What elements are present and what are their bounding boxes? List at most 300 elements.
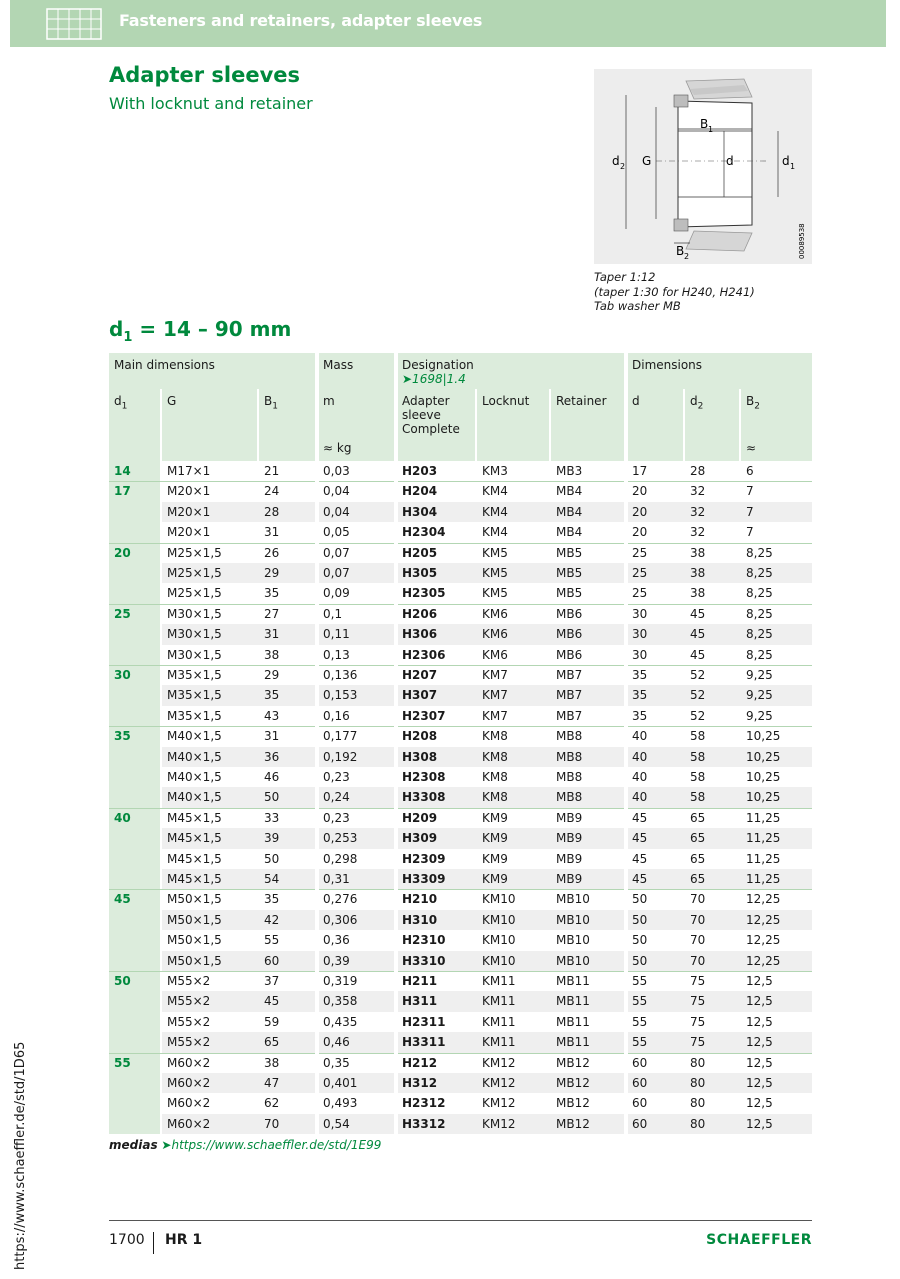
cell-G: M40×1,5 bbox=[167, 790, 222, 805]
cell-B1: 70 bbox=[264, 1116, 280, 1131]
cell-d2: 45 bbox=[690, 606, 706, 621]
cell-mass: 0,253 bbox=[323, 831, 358, 846]
cell-B2: 10,25 bbox=[746, 749, 781, 764]
cell-retainer: MB7 bbox=[556, 708, 583, 723]
cell-sleeve: H3312 bbox=[402, 1116, 446, 1131]
cell-mass: 0,04 bbox=[323, 484, 350, 499]
cell-d: 50 bbox=[632, 953, 648, 968]
label-d2: d bbox=[612, 154, 620, 168]
cell-d: 30 bbox=[632, 606, 648, 621]
cell-B1: 47 bbox=[264, 1076, 280, 1090]
cell-locknut: KM8 bbox=[482, 729, 508, 744]
cell-d2: 70 bbox=[690, 912, 706, 927]
cell-locknut: KM4 bbox=[482, 484, 508, 499]
label-B1-sub: 1 bbox=[708, 125, 714, 134]
cell-B1: 50 bbox=[264, 851, 280, 866]
cell-d: 25 bbox=[632, 545, 648, 560]
cell-B2: 6 bbox=[746, 464, 754, 478]
cell-locknut: KM11 bbox=[482, 994, 516, 1009]
cell-sleeve: H2308 bbox=[402, 770, 446, 784]
cell-d: 60 bbox=[632, 1055, 648, 1070]
cell-mass: 0,401 bbox=[323, 1076, 358, 1090]
cell-d2: 58 bbox=[690, 770, 706, 784]
cell-G: M50×1,5 bbox=[167, 953, 222, 968]
cell-mass: 0,03 bbox=[323, 464, 350, 478]
cell-G: M25×1,5 bbox=[167, 545, 222, 560]
range-prefix: d bbox=[109, 317, 124, 341]
cell-G: M25×1,5 bbox=[167, 586, 222, 601]
cell-B2: 10,25 bbox=[746, 770, 781, 784]
label-G: G bbox=[642, 154, 652, 168]
cell-sleeve: H3308 bbox=[402, 790, 446, 805]
cell-B2: 12,5 bbox=[746, 994, 773, 1009]
cell-d2: 80 bbox=[690, 1116, 706, 1131]
mass-unit: ≈ kg bbox=[323, 441, 352, 455]
cell-mass: 0,298 bbox=[323, 851, 358, 866]
cell-mass: 0,13 bbox=[323, 647, 350, 662]
cell-B2: 7 bbox=[746, 504, 754, 519]
col-header-d: d bbox=[627, 389, 683, 461]
cell-d1: 25 bbox=[114, 606, 131, 621]
cell-locknut: KM11 bbox=[482, 974, 516, 988]
range-sub: 1 bbox=[123, 330, 133, 345]
cell-d: 45 bbox=[632, 831, 648, 846]
cell-mass: 0,05 bbox=[323, 525, 350, 540]
cell-d1 bbox=[109, 563, 160, 583]
cell-d1 bbox=[109, 1012, 160, 1032]
cell-sleeve: H2312 bbox=[402, 1096, 446, 1111]
header-title: Fasteners and retainers, adapter sleeves bbox=[119, 11, 483, 30]
group-divider bbox=[109, 808, 812, 809]
col-header-d2: $d_2$ bbox=[685, 389, 739, 461]
drawing-caption bbox=[594, 270, 755, 314]
cell-d1 bbox=[109, 849, 160, 869]
cell-d1 bbox=[109, 910, 160, 930]
cell-G: M35×1,5 bbox=[167, 668, 222, 682]
cell-d1: 55 bbox=[114, 1055, 131, 1070]
cell-d2: 65 bbox=[690, 810, 706, 825]
group-divider bbox=[109, 889, 812, 890]
table-row bbox=[109, 889, 812, 909]
cell-B1: 50 bbox=[264, 790, 280, 805]
cell-B1: 55 bbox=[264, 933, 280, 948]
cell-d1 bbox=[109, 991, 160, 1011]
table-row bbox=[109, 461, 812, 481]
table-row bbox=[109, 685, 812, 705]
col-header-sleeve: Adapter sleeve Complete bbox=[397, 389, 475, 461]
cell-sleeve: H205 bbox=[402, 545, 438, 560]
cell-G: M17×1 bbox=[167, 464, 211, 478]
cell-G: M50×1,5 bbox=[167, 892, 222, 907]
header-bar bbox=[10, 0, 886, 47]
page-title: Adapter sleeves bbox=[109, 63, 301, 87]
cell-d1 bbox=[109, 645, 160, 665]
footer-divider bbox=[109, 1220, 812, 1221]
cell-d2: 58 bbox=[690, 749, 706, 764]
cell-sleeve: H308 bbox=[402, 749, 438, 764]
table-row bbox=[109, 543, 812, 563]
header-dimensions: Dimensions bbox=[627, 353, 812, 389]
cell-d1: 40 bbox=[114, 810, 131, 825]
cell-mass: 0,09 bbox=[323, 586, 350, 601]
table-row bbox=[109, 502, 812, 522]
cell-retainer: MB6 bbox=[556, 627, 583, 642]
footer-separator bbox=[153, 1232, 154, 1254]
cell-d: 35 bbox=[632, 688, 648, 703]
cell-d2: 45 bbox=[690, 627, 706, 642]
cell-d1 bbox=[109, 1093, 160, 1113]
cell-locknut: KM7 bbox=[482, 668, 508, 682]
cell-mass: 0,276 bbox=[323, 892, 358, 907]
cell-d: 45 bbox=[632, 872, 648, 886]
cell-B1: 60 bbox=[264, 953, 280, 968]
cell-mass: 0,46 bbox=[323, 1035, 350, 1050]
cell-d1 bbox=[109, 767, 160, 787]
cell-d1 bbox=[109, 869, 160, 889]
cell-B1: 29 bbox=[264, 566, 280, 580]
cell-G: M60×2 bbox=[167, 1055, 211, 1070]
cell-retainer: MB10 bbox=[556, 912, 590, 927]
cell-d2: 38 bbox=[690, 545, 706, 560]
cell-B2: 12,5 bbox=[746, 1096, 773, 1111]
table-row bbox=[109, 604, 812, 624]
cell-retainer: MB6 bbox=[556, 606, 583, 621]
cell-d2: 80 bbox=[690, 1076, 706, 1090]
table-grid-icon bbox=[46, 8, 102, 40]
group-divider bbox=[109, 604, 812, 605]
cell-locknut: KM12 bbox=[482, 1116, 516, 1131]
table-row bbox=[109, 645, 812, 665]
cell-retainer: MB11 bbox=[556, 1035, 590, 1050]
cell-locknut: KM5 bbox=[482, 586, 508, 601]
cell-locknut: KM6 bbox=[482, 647, 508, 662]
range-heading bbox=[109, 317, 291, 345]
table-row bbox=[109, 522, 812, 542]
cell-sleeve: H210 bbox=[402, 892, 438, 907]
cell-sleeve: H209 bbox=[402, 810, 438, 825]
cell-d1 bbox=[109, 951, 160, 971]
cell-retainer: MB4 bbox=[556, 504, 583, 519]
cell-sleeve: H311 bbox=[402, 994, 438, 1009]
cell-retainer: MB12 bbox=[556, 1055, 590, 1070]
medias-arrow-icon: ➤ bbox=[161, 1138, 172, 1152]
cell-retainer: MB12 bbox=[556, 1096, 590, 1111]
cell-B1: 24 bbox=[264, 484, 280, 499]
table-row bbox=[109, 849, 812, 869]
cell-d2: 70 bbox=[690, 953, 706, 968]
col-header-B1: $B_1$ bbox=[259, 389, 315, 461]
cell-d: 30 bbox=[632, 647, 648, 662]
cell-B1: 45 bbox=[264, 994, 280, 1009]
cell-d2: 58 bbox=[690, 790, 706, 805]
cell-d: 50 bbox=[632, 933, 648, 948]
col-header-retainer: Retainer bbox=[551, 389, 624, 461]
cell-B2: 8,25 bbox=[746, 566, 773, 580]
cell-B2: 9,25 bbox=[746, 668, 773, 682]
cell-retainer: MB5 bbox=[556, 566, 583, 580]
cell-retainer: MB7 bbox=[556, 668, 583, 682]
cell-sleeve: H207 bbox=[402, 668, 438, 682]
cell-d2: 52 bbox=[690, 708, 706, 723]
cell-d1: 14 bbox=[114, 464, 131, 478]
cell-d: 20 bbox=[632, 525, 648, 540]
cell-locknut: KM9 bbox=[482, 831, 508, 846]
cell-d: 55 bbox=[632, 974, 648, 988]
cell-d: 40 bbox=[632, 729, 648, 744]
cell-d1 bbox=[109, 828, 160, 848]
cell-B1: 38 bbox=[264, 647, 280, 662]
cell-B1: 42 bbox=[264, 912, 280, 927]
cell-d: 40 bbox=[632, 749, 648, 764]
cell-B1: 35 bbox=[264, 892, 280, 907]
cell-locknut: KM12 bbox=[482, 1096, 516, 1111]
cell-sleeve: H309 bbox=[402, 831, 438, 846]
medias-link[interactable]: https://www.schaeffler.de/std/1E99 bbox=[171, 1138, 382, 1152]
cell-B2: 8,25 bbox=[746, 647, 773, 662]
table-row bbox=[109, 991, 812, 1011]
group-divider bbox=[109, 665, 812, 666]
cell-sleeve: H208 bbox=[402, 729, 438, 744]
group-divider bbox=[109, 971, 812, 972]
cell-sleeve: H2306 bbox=[402, 647, 446, 662]
cell-d: 25 bbox=[632, 566, 648, 580]
group-divider bbox=[109, 543, 812, 544]
cell-G: M60×2 bbox=[167, 1096, 211, 1111]
cell-d2: 65 bbox=[690, 831, 706, 846]
cell-sleeve: H305 bbox=[402, 566, 438, 580]
cell-d: 30 bbox=[632, 627, 648, 642]
cell-mass: 0,177 bbox=[323, 729, 358, 744]
cell-G: M20×1 bbox=[167, 504, 211, 519]
column-gap bbox=[315, 353, 319, 1134]
cell-d1: 20 bbox=[114, 545, 131, 560]
cell-d2: 75 bbox=[690, 994, 706, 1009]
medias-label: medias bbox=[109, 1138, 158, 1152]
table-row bbox=[109, 481, 812, 501]
cell-locknut: KM4 bbox=[482, 525, 508, 540]
table-row bbox=[109, 930, 812, 950]
cell-d: 60 bbox=[632, 1116, 648, 1131]
col-header-G: G bbox=[162, 389, 257, 461]
table-row bbox=[109, 563, 812, 583]
table-row bbox=[109, 706, 812, 726]
cell-d: 55 bbox=[632, 1035, 648, 1050]
cell-sleeve: H2305 bbox=[402, 586, 446, 601]
cell-sleeve: H2309 bbox=[402, 851, 446, 866]
caption-line: Taper 1:12 bbox=[594, 270, 656, 284]
cell-mass: 0,306 bbox=[323, 912, 358, 927]
cell-B2: 12,5 bbox=[746, 1116, 773, 1131]
cell-G: M55×2 bbox=[167, 1014, 211, 1029]
side-url[interactable]: https://www.schaeffler.de/std/1D65 bbox=[13, 1041, 28, 1270]
cell-d2: 80 bbox=[690, 1096, 706, 1111]
cell-locknut: KM7 bbox=[482, 708, 508, 723]
cell-retainer: MB11 bbox=[556, 1014, 590, 1029]
cell-d2: 65 bbox=[690, 851, 706, 866]
cell-G: M50×1,5 bbox=[167, 933, 222, 948]
table-row bbox=[109, 971, 812, 991]
cell-sleeve: H312 bbox=[402, 1076, 438, 1090]
cell-G: M55×2 bbox=[167, 994, 211, 1009]
cell-G: M20×1 bbox=[167, 525, 211, 540]
table-row bbox=[109, 1012, 812, 1032]
cell-retainer: MB9 bbox=[556, 831, 583, 846]
cell-d1 bbox=[109, 747, 160, 767]
cell-sleeve: H304 bbox=[402, 504, 438, 519]
cell-B2: 12,5 bbox=[746, 974, 773, 988]
cell-d: 60 bbox=[632, 1096, 648, 1111]
cell-B2: 11,25 bbox=[746, 810, 781, 825]
cell-locknut: KM6 bbox=[482, 606, 508, 621]
cell-d: 50 bbox=[632, 912, 648, 927]
cell-retainer: MB8 bbox=[556, 770, 583, 784]
cell-locknut: KM11 bbox=[482, 1014, 516, 1029]
cell-B2: 11,25 bbox=[746, 831, 781, 846]
cell-sleeve: H2307 bbox=[402, 708, 446, 723]
table-row bbox=[109, 624, 812, 644]
cell-d: 55 bbox=[632, 1014, 648, 1029]
cell-retainer: MB6 bbox=[556, 647, 583, 662]
cell-locknut: KM9 bbox=[482, 872, 508, 886]
col-header-locknut: Locknut bbox=[477, 389, 549, 461]
cell-mass: 0,07 bbox=[323, 566, 350, 580]
table-row bbox=[109, 787, 812, 807]
cell-mass: 0,04 bbox=[323, 504, 350, 519]
cell-B1: 31 bbox=[264, 525, 280, 540]
cell-d: 50 bbox=[632, 892, 648, 907]
cell-B2: 8,25 bbox=[746, 545, 773, 560]
cell-locknut: KM9 bbox=[482, 851, 508, 866]
cell-B2: 12,5 bbox=[746, 1076, 773, 1090]
cell-retainer: MB12 bbox=[556, 1076, 590, 1090]
cell-G: M55×2 bbox=[167, 974, 211, 988]
cell-d1 bbox=[109, 930, 160, 950]
cell-sleeve: H2311 bbox=[402, 1014, 446, 1029]
cell-mass: 0,36 bbox=[323, 933, 350, 948]
cell-B1: 38 bbox=[264, 1055, 280, 1070]
cell-mass: 0,39 bbox=[323, 953, 350, 968]
cell-locknut: KM9 bbox=[482, 810, 508, 825]
label-d: d bbox=[726, 154, 734, 168]
cell-B2: 7 bbox=[746, 525, 754, 540]
designation-ref-link[interactable]: ➤1698|1.4 bbox=[402, 372, 466, 386]
table-row bbox=[109, 808, 812, 828]
cell-d1 bbox=[109, 685, 160, 705]
col-header-mass: m ≈ kg bbox=[318, 389, 394, 461]
cell-d1 bbox=[109, 1114, 160, 1134]
cell-B2: 11,25 bbox=[746, 872, 781, 886]
cell-G: M40×1,5 bbox=[167, 770, 222, 784]
cell-locknut: KM6 bbox=[482, 627, 508, 642]
caption-line: (taper 1:30 for H240, H241) bbox=[594, 284, 755, 299]
cell-sleeve: H204 bbox=[402, 484, 438, 499]
cell-sleeve: H212 bbox=[402, 1055, 438, 1070]
cell-B1: 54 bbox=[264, 872, 280, 886]
cell-B1: 65 bbox=[264, 1035, 280, 1050]
cell-locknut: KM8 bbox=[482, 790, 508, 805]
cell-sleeve: H3310 bbox=[402, 953, 446, 968]
header-designation: Designation ➤1698|1.4 bbox=[397, 353, 624, 389]
cell-d2: 65 bbox=[690, 872, 706, 886]
cell-retainer: MB12 bbox=[556, 1116, 590, 1131]
cell-mass: 0,31 bbox=[323, 872, 350, 886]
cell-mass: 0,192 bbox=[323, 749, 358, 764]
group-divider bbox=[109, 481, 812, 482]
cell-mass: 0,11 bbox=[323, 627, 350, 642]
cell-mass: 0,54 bbox=[323, 1116, 350, 1131]
adapter-sleeve-drawing bbox=[594, 69, 812, 264]
cell-G: M60×2 bbox=[167, 1076, 211, 1090]
cell-G: M20×1 bbox=[167, 484, 211, 499]
cell-sleeve: H306 bbox=[402, 627, 438, 642]
cell-d1: 17 bbox=[114, 484, 131, 499]
col-header-d1: $d_1$ bbox=[109, 389, 160, 461]
table-row bbox=[109, 1093, 812, 1113]
cell-d: 20 bbox=[632, 484, 648, 499]
cell-retainer: MB5 bbox=[556, 545, 583, 560]
column-gap bbox=[624, 353, 628, 1134]
column-gap bbox=[394, 353, 398, 1134]
range-text: = 14 – 90 mm bbox=[132, 317, 292, 341]
cell-retainer: MB8 bbox=[556, 749, 583, 764]
cell-B2: 12,5 bbox=[746, 1055, 773, 1070]
table-row bbox=[109, 828, 812, 848]
cell-d1 bbox=[109, 522, 160, 542]
table-row bbox=[109, 951, 812, 971]
cell-G: M60×2 bbox=[167, 1116, 211, 1131]
cell-d: 35 bbox=[632, 668, 648, 682]
table-row bbox=[109, 767, 812, 787]
cell-d1 bbox=[109, 502, 160, 522]
cell-d2: 52 bbox=[690, 688, 706, 703]
cell-B2: 10,25 bbox=[746, 790, 781, 805]
cell-B1: 43 bbox=[264, 708, 280, 723]
cell-sleeve: H2310 bbox=[402, 933, 446, 948]
table-row bbox=[109, 1073, 812, 1093]
cell-d1 bbox=[109, 1032, 160, 1052]
cell-mass: 0,319 bbox=[323, 974, 358, 988]
table-row bbox=[109, 726, 812, 746]
cell-locknut: KM11 bbox=[482, 1035, 516, 1050]
cell-sleeve: H203 bbox=[402, 464, 438, 478]
label-d2-sub: 2 bbox=[620, 162, 626, 171]
cell-d1: 50 bbox=[114, 974, 131, 988]
cell-B1: 37 bbox=[264, 974, 280, 988]
cell-mass: 0,23 bbox=[323, 810, 350, 825]
cell-sleeve: H307 bbox=[402, 688, 438, 703]
cell-G: M30×1,5 bbox=[167, 606, 222, 621]
table-row bbox=[109, 869, 812, 889]
cell-mass: 0,16 bbox=[323, 708, 350, 723]
cell-B2: 10,25 bbox=[746, 729, 781, 744]
cell-B2: 12,25 bbox=[746, 953, 781, 968]
cell-retainer: MB9 bbox=[556, 810, 583, 825]
cell-G: M50×1,5 bbox=[167, 912, 222, 927]
cell-B1: 29 bbox=[264, 668, 280, 682]
cell-B2: 8,25 bbox=[746, 586, 773, 601]
drawing-code: 00089538 bbox=[798, 223, 806, 259]
cell-d1: 30 bbox=[114, 668, 131, 682]
cell-locknut: KM12 bbox=[482, 1076, 516, 1090]
cell-mass: 0,493 bbox=[323, 1096, 358, 1111]
cell-B1: 36 bbox=[264, 749, 280, 764]
cell-locknut: KM7 bbox=[482, 688, 508, 703]
label-B1: B bbox=[700, 117, 709, 131]
cell-B1: 26 bbox=[264, 545, 280, 560]
cell-mass: 0,435 bbox=[323, 1014, 358, 1029]
cell-d2: 52 bbox=[690, 668, 706, 682]
col-header-B2: $B_2$ ≈ bbox=[741, 389, 812, 461]
